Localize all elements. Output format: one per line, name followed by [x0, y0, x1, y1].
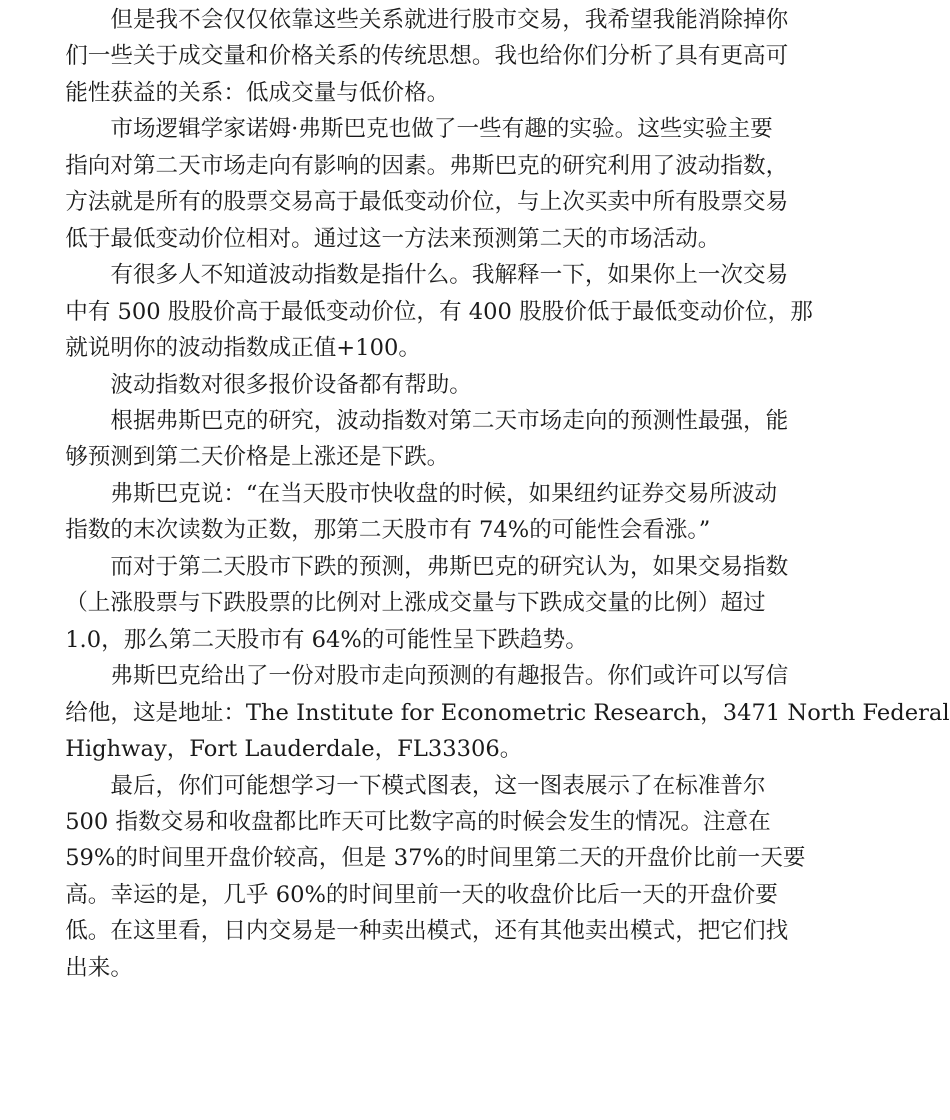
- paragraph-line: 波动指数对很多报价设备都有帮助。: [110, 371, 472, 398]
- paragraph-line: 有很多人不知道波动指数是指什么。我解释一下，如果你上一次交易: [110, 262, 789, 289]
- paragraph-line: 高。幸运的是，几乎 60%的时间里前一天的收盘价比后一天的开盘价要: [65, 881, 778, 908]
- paragraph-line: 根据弗斯巴克的研究，波动指数对第二天市场走向的预测性最强，能: [110, 407, 789, 434]
- paragraph-line: 但是我不会仅仅依靠这些关系就进行股市交易，我希望我能消除掉你: [110, 7, 789, 33]
- paragraph-line: 出来。: [65, 954, 133, 981]
- paragraph-line: 低于最低变动价位相对。通过这一方法来预测第二天的市场活动。: [65, 225, 721, 252]
- paragraph-8: [20, 658, 950, 767]
- paragraph-line: Highway，Fort Lauderdale，FL33306。: [65, 736, 523, 763]
- paragraph-line: 给他，这是地址：The Institute for Econometric Research，3471 North Federal: [65, 699, 950, 726]
- paragraph-line: 最后，你们可能想学习一下模式图表，这一图表展示了在标准普尔: [110, 772, 766, 799]
- paragraph-line: 1.0，那么第二天股市有 64%的可能性呈下跌趋势。: [65, 626, 588, 653]
- paragraph-line: 够预测到第二天价格是上涨还是下跌。: [65, 444, 450, 471]
- document-page: [0, 2, 950, 1120]
- paragraph-line: 500 指数交易和收盘都比昨天可比数字高的时候会发生的情况。注意在: [65, 808, 771, 835]
- paragraph-2: [20, 111, 789, 257]
- paragraph-line: 低。在这里看，日内交易是一种卖出模式，还有其他卖出模式，把它们找: [65, 918, 789, 945]
- paragraph-line: 能性获益的关系：低成交量与低价格。: [65, 79, 450, 106]
- paragraph-7: [20, 549, 789, 658]
- paragraph-1: [20, 2, 789, 111]
- paragraph-line: 弗斯巴克说：“在当天股市快收盘的时候，如果纽约证券交易所波动: [110, 480, 778, 507]
- paragraph-line: 59%的时间里开盘价较高，但是 37%的时间里第二天的开盘价比前一天要: [65, 845, 806, 872]
- paragraph-9: [20, 768, 806, 987]
- paragraph-line: 弗斯巴克给出了一份对股市走向预测的有趣报告。你们或许可以写信: [110, 663, 789, 690]
- paragraph-line: 指数的末次读数为正数，那第二天股市有 74%的可能性会看涨。”: [65, 517, 711, 544]
- paragraph-3: [20, 257, 813, 366]
- paragraph-6: [20, 476, 778, 549]
- paragraph-line: （上涨股票与下跌股票的比例对上涨成交量与下跌成交量的比例）超过: [65, 590, 766, 617]
- paragraph-line: 而对于第二天股市下跌的预测，弗斯巴克的研究认为，如果交易指数: [110, 553, 789, 580]
- paragraph-line: 方法就是所有的股票交易高于最低变动价位，与上次买卖中所有股票交易: [65, 189, 789, 216]
- paragraph-line: 中有 500 股股价高于最低变动价位，有 400 股股价低于最低变动价位，那: [65, 298, 813, 325]
- paragraph-line: 市场逻辑学家诺姆·弗斯巴克也做了一些有趣的实验。这些实验主要: [110, 116, 773, 143]
- paragraph-line: 就说明你的波动指数成正值+100。: [65, 335, 421, 362]
- paragraph-5: [20, 403, 789, 476]
- paragraph-4: [20, 367, 740, 403]
- paragraph-line: 们一些关于成交量和价格关系的传统思想。我也给你们分析了具有更高可: [65, 43, 789, 70]
- paragraph-line: 指向对第二天市场走向有影响的因素。弗斯巴克的研究利用了波动指数，: [65, 152, 789, 179]
